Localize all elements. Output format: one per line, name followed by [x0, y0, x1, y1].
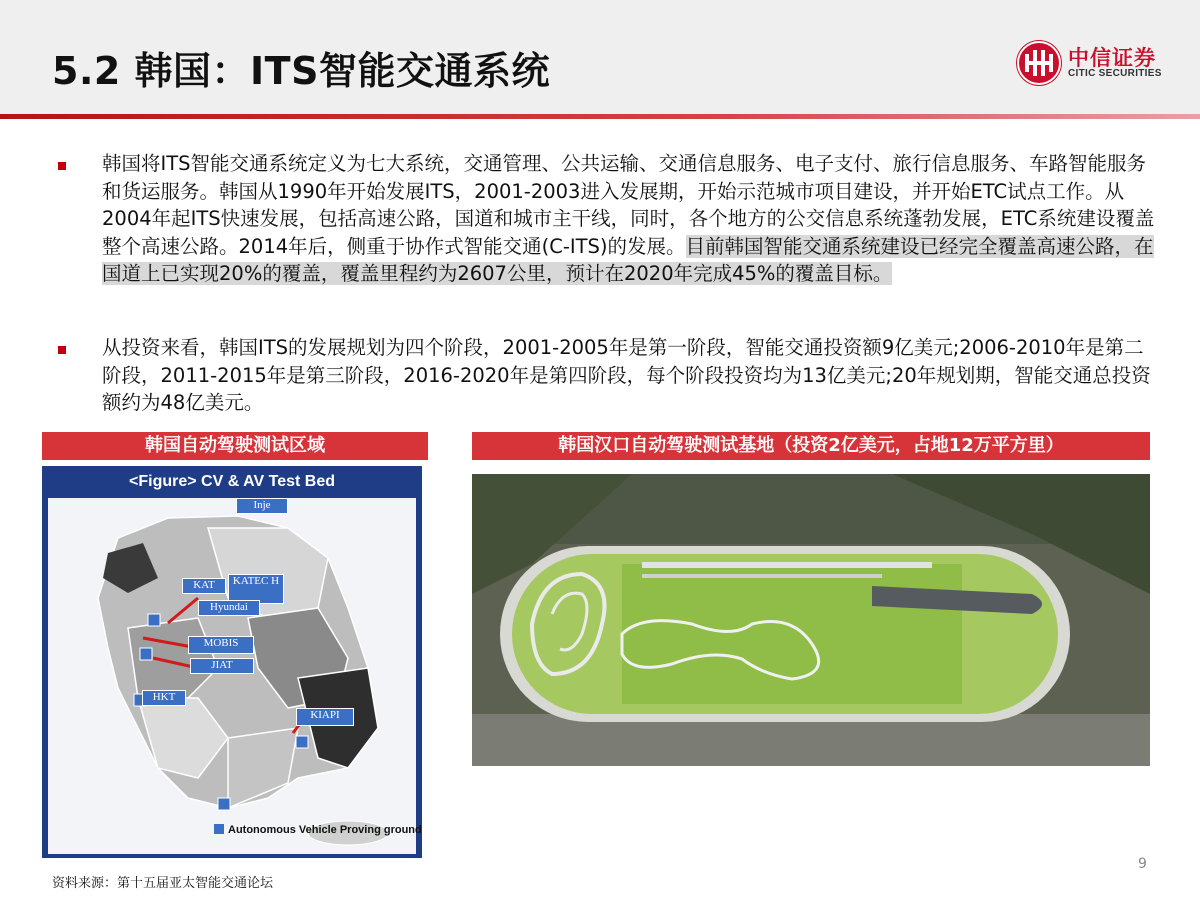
page-title: 5.2 韩国：ITS智能交通系统 [52, 49, 550, 93]
map-label-inje: Inje [236, 498, 288, 514]
legend-square-icon [214, 824, 224, 834]
citic-logo [1016, 40, 1186, 88]
page-number: 9 [1138, 856, 1147, 872]
bullet-text-2: 从投资来看，韩国ITS的发展规划为四个阶段，2001-2005年是第一阶段，智能交通投资额9亿美元;2006-2010年是第二阶段，2011-2015年是第三阶段，2016-2020年是第四阶段，每个阶段投资均为13亿美元;20年规划期，智能交通总投资额约为48亿美元。 [102, 336, 1151, 414]
bullet-paragraph-2 [58, 334, 1158, 420]
left-figure-caption: 韩国自动驾驶测试区域 [42, 432, 428, 460]
map-legend [214, 824, 422, 837]
bullet-square-icon [58, 162, 66, 170]
citic-logo-icon [1016, 40, 1062, 86]
aerial-track-graphic [472, 474, 1150, 766]
test-base-aerial-photo [472, 474, 1150, 766]
map-body [48, 498, 416, 854]
map-header: <Figure> CV & AV Test Bed [129, 473, 335, 490]
bullet-text-1-highlight: 目前韩国智能交通系统建设已经完全覆盖高速公路，在国道上已实现20%的覆盖，覆盖里程约为2607公里，预计在2020年完成45%的覆盖目标。 [102, 234, 1154, 285]
map-label-kiapi: KIAPI [296, 708, 354, 726]
bullet-text-1-normal: 韩国将ITS智能交通系统定义为七大系统，交通管理、公共运输、交通信息服务、电子支付、旅行信息服务、车路智能服务和货运服务。韩国从1990年开始发展ITS，2001-2003进入发展期，开始示范城市项目建设，并开始ETC试点工作。从2004年起ITS快速发展，包括高速公路，国道和城市主干线，同时，各个地方的公交信息系统蓬勃发展，ETC系统建设覆盖整个高速公路。2014年后，侧重于协作式智能交通(C-ITS)的发展。 [102, 152, 1155, 258]
header-divider [0, 114, 1200, 119]
korea-map-graphic [48, 498, 416, 854]
map-label-hyundai: Hyundai [198, 600, 260, 616]
bullet-text-1 [102, 150, 1158, 288]
source-note: 资料来源：第十五届亚太智能交通论坛 [52, 876, 274, 891]
map-label-kat: KAT [182, 578, 226, 594]
map-label-jiat: JIAT [190, 658, 254, 674]
map-label-mobis: MOBIS [188, 636, 254, 654]
map-label-hkt: HKT [142, 690, 186, 706]
map-legend-text: Autonomous Vehicle Proving ground [228, 824, 422, 836]
bullet-square-icon [58, 346, 66, 354]
korea-test-map [42, 466, 422, 858]
bullet-paragraph-1 [58, 150, 1158, 320]
logo-name-cn: 中信证券 [1068, 46, 1156, 70]
map-label-katech: KATEC H [228, 574, 284, 604]
logo-name-en: CITIC SECURITIES [1068, 68, 1162, 79]
right-figure-caption: 韩国汉口自动驾驶测试基地（投资2亿美元，占地12万平方里） [472, 432, 1150, 460]
